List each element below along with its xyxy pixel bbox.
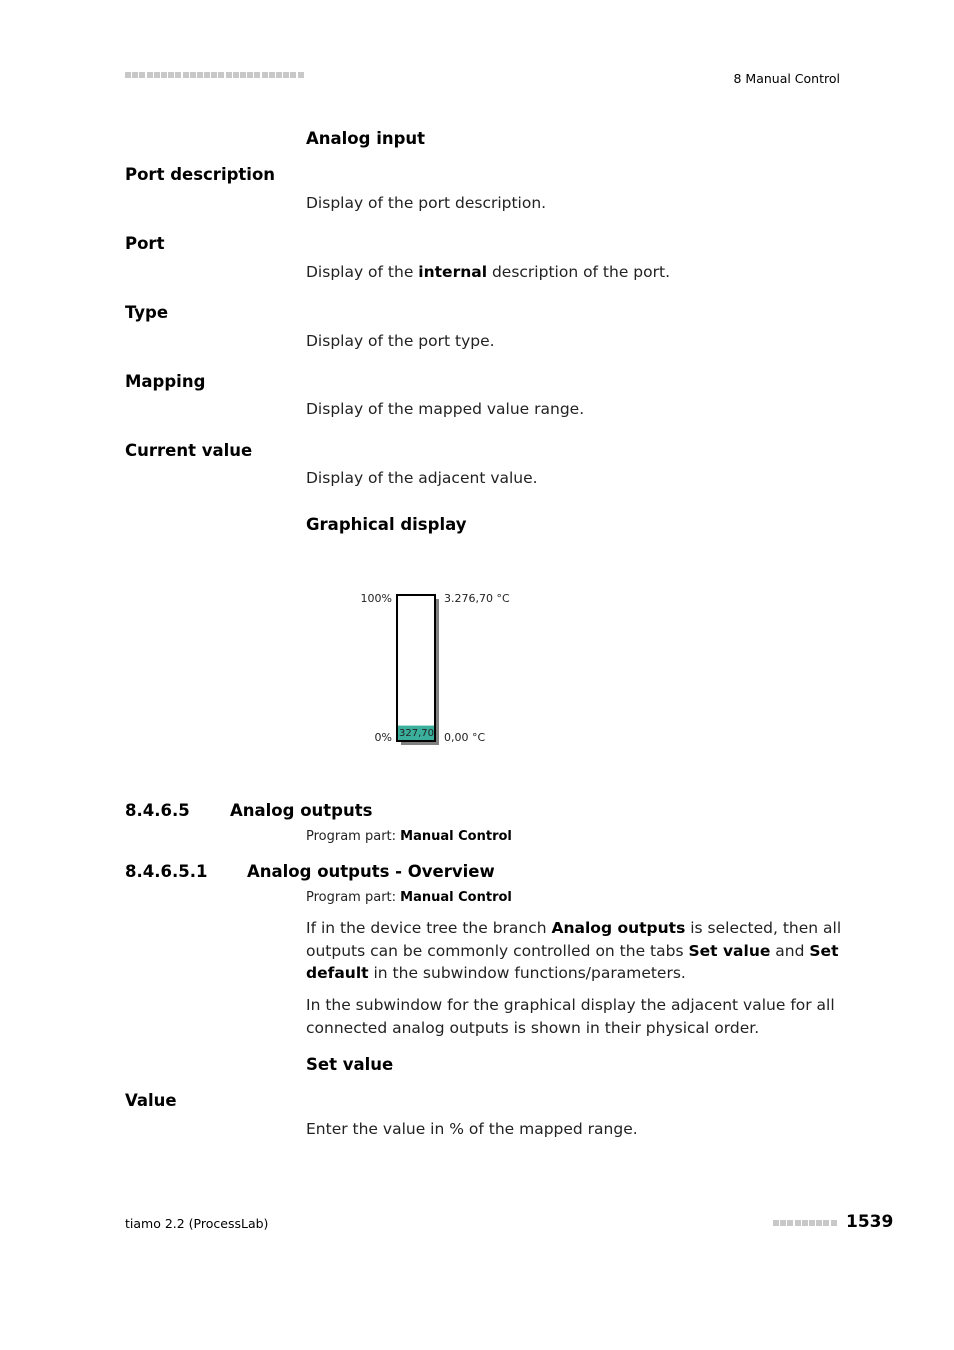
graphical-display-heading: Graphical display	[306, 515, 467, 534]
gauge-bottom-percent: 0%	[374, 731, 392, 744]
desc-port-description: Display of the port description.	[306, 194, 547, 212]
gauge-fill-label: 327,70	[399, 728, 434, 739]
subsection-number: 8.4.6.5.1	[125, 862, 208, 881]
section-title: Analog outputs	[230, 801, 373, 820]
desc-mapping: Display of the mapped value range.	[306, 400, 585, 418]
program-part: Program part: Manual Control	[306, 829, 512, 844]
footer-decoration	[773, 1220, 838, 1239]
term-value: Value	[125, 1091, 177, 1110]
subsection-title: Analog outputs - Overview	[247, 862, 495, 881]
desc-port: Display of the internal description of the port.	[306, 263, 670, 281]
header-chapter: 8 Manual Control	[733, 71, 840, 86]
gauge-top-value: 3.276,70 °C	[444, 592, 510, 605]
analog-input-heading: Analog input	[306, 129, 426, 148]
gauge-top-percent: 100%	[360, 592, 392, 605]
desc-current-value: Display of the adjacent value.	[306, 469, 538, 487]
term-type: Type	[125, 303, 169, 322]
page-number: 1539	[846, 1212, 894, 1232]
term-port: Port	[125, 234, 165, 253]
overview-paragraph-2: In the subwindow for the graphical display the adjacent value for all connected analog outputs is shown in their physical order.	[306, 996, 835, 1037]
section-number: 8.4.6.5	[125, 801, 190, 820]
subsection-program-part: Program part: Manual Control	[306, 890, 512, 905]
term-mapping: Mapping	[125, 372, 206, 391]
analog-gauge	[340, 585, 540, 755]
header-decoration	[125, 72, 307, 82]
desc-type: Display of the port type.	[306, 332, 495, 350]
term-port-description: Port description	[125, 165, 276, 184]
gauge-frame	[397, 595, 435, 741]
overview-paragraph-1: If in the device tree the branch Analog outputs is selected, then all outputs can be commonly controlled on the tabs Set value and Set default in the subwindow functions/parameters.	[306, 919, 842, 982]
footer-product: tiamo 2.2 (ProcessLab)	[125, 1216, 269, 1231]
desc-value: Enter the value in % of the mapped range.	[306, 1120, 638, 1138]
term-current-value: Current value	[125, 441, 253, 460]
gauge-bottom-value: 0,00 °C	[444, 731, 486, 744]
set-value-heading: Set value	[306, 1055, 394, 1074]
